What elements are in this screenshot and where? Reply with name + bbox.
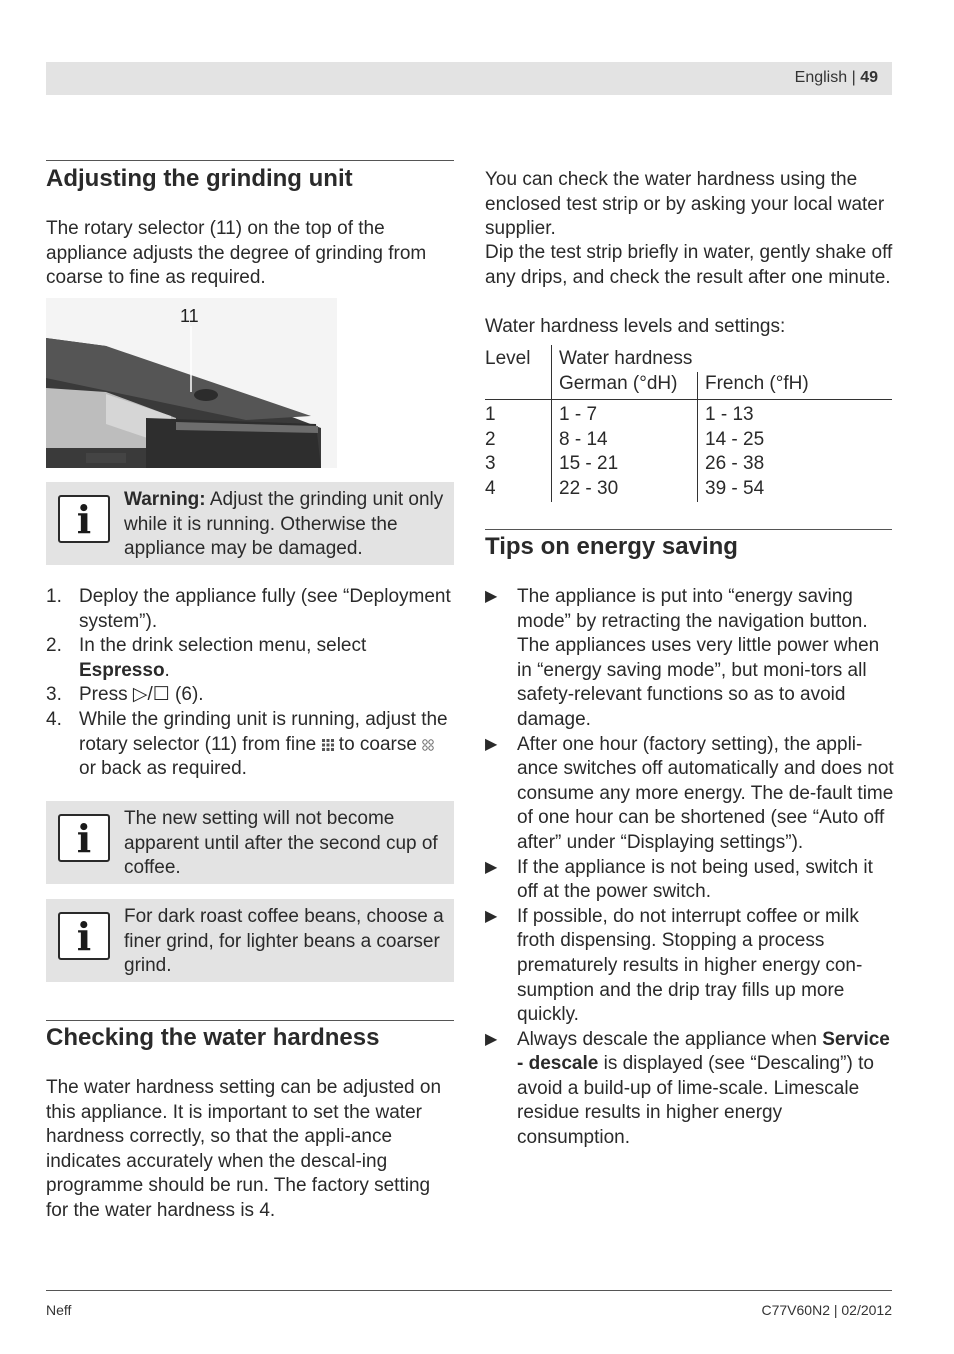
table-row: 3 15 - 21 26 - 38: [485, 452, 892, 477]
info-icon: i: [58, 495, 110, 543]
info-icon: i: [58, 912, 110, 960]
fine-grind-icon: [322, 739, 334, 751]
list-item: 4. While the grinding unit is running, adjust the rotary selector (11) from fine to coarse or back as required.: [46, 708, 448, 780]
page-number: 49: [860, 69, 878, 86]
warning-label: Warning:: [124, 489, 206, 510]
header-water-hardness: Water hardness: [552, 345, 893, 372]
service-descale-message: Service - descale: [517, 1028, 890, 1075]
warning-note: [46, 482, 454, 565]
figure-callout-11: 11: [180, 306, 199, 326]
coarse-grind-icon: [422, 739, 434, 751]
table-row: 2 8 - 14 14 - 25: [485, 428, 892, 453]
section-title-water-hardness: Checking the water hardness: [46, 1024, 380, 1051]
list-item: ▶ After one hour (factory setting), the appli-ance switches off automatically and does not consume any more energy. The de-fault time of one hour can be shortened (see “Auto off after” under “Displaying settings”).: [485, 733, 894, 853]
espresso-menu-item: Espresso: [79, 659, 165, 681]
header-bar: [46, 62, 892, 95]
info-icon: i: [58, 814, 110, 862]
header-page-info: [795, 69, 878, 87]
footer-brand: Neff: [46, 1302, 72, 1318]
water-hardness-text: The water hardness setting can be adjusted on this appliance. It is important to set the water hardness correctly, so that the appli-ance indicates accurately when the descal-ing programme should be run. The factory setting for the water hardness is 4.: [46, 1077, 442, 1221]
bullet-arrow-icon: ▶: [485, 1030, 498, 1048]
table-row: 1 1 - 7 1 - 13: [485, 400, 892, 428]
water-hardness-table: [485, 345, 892, 502]
list-item: ▶ Always descale the appliance when Service - descale is displayed (see “Descaling”) to avoid a build-up of lime-scale. Limescale residue results in higher energy consumption.: [485, 1028, 890, 1149]
table-row: 4 22 - 30 39 - 54: [485, 477, 892, 502]
test-strip-text: Dip the test strip briefly in water, gently shake off any drips, and check the result after one minute.: [485, 242, 893, 288]
bullet-arrow-icon: ▶: [485, 588, 498, 605]
section-divider: [46, 160, 454, 161]
warning-text: [124, 488, 446, 562]
grinding-steps-list: [46, 585, 454, 782]
section-title-grinding: Adjusting the grinding unit: [46, 165, 353, 192]
footer-divider: [46, 1290, 892, 1291]
info-note-setting: [46, 801, 454, 884]
bullet-arrow-icon: ▶: [485, 907, 498, 925]
footer-doc-info: C77V60N2 | 02/2012: [761, 1302, 892, 1318]
header-language: English: [794, 69, 848, 86]
list-item: 1. Deploy the appliance fully (see “Deployment system”).: [46, 586, 451, 632]
header-level: Level: [485, 348, 531, 369]
section-title-energy-saving: Tips on energy saving: [485, 533, 738, 560]
header-german: German (°dH): [552, 372, 698, 400]
grinding-unit-photo: [46, 298, 337, 468]
hardness-levels-intro: Water hardness levels and settings:: [485, 316, 786, 337]
table-header-row: [485, 345, 892, 372]
header-french: French (°fH): [698, 372, 893, 400]
bullet-arrow-icon: ▶: [485, 735, 498, 753]
list-item: ▶ If the appliance is not being used, switch it off at the power switch.: [485, 856, 873, 903]
header-separator: |: [851, 69, 856, 86]
list-item: ▶ If possible, do not interrupt coffee or milk froth dispensing. Stopping a process prematurely results in higher energy con-sumption and the drip tray fills up more quickly.: [485, 905, 863, 1026]
section-divider: [46, 1020, 454, 1021]
list-item: ▶ The appliance is put into “energy saving mode” by retracting the navigation button. The appliances uses very little power when in “energy saving mode”, but moni-tors all safety-relevant functions so as to avoid damage.: [485, 586, 880, 730]
energy-tips-list: [485, 585, 895, 1151]
info-note-text: The new setting will not become apparent until after the second cup of coffee.: [124, 808, 438, 879]
section-divider: [485, 529, 892, 530]
info-note-text: For dark roast coffee beans, choose a finer grind, for lighter beans a coarser grind.: [124, 906, 444, 977]
info-note-roast: [46, 899, 454, 982]
table-subheader-row: [485, 372, 892, 400]
grinding-intro: The rotary selector (11) on the top of the appliance adjusts the degree of grinding from coarse to fine as required.: [46, 218, 427, 289]
bullet-arrow-icon: ▶: [485, 858, 498, 876]
warning-body: Adjust the grinding unit only while it is running. Otherwise the appliance may be damaged.: [124, 489, 444, 560]
list-item: 2. In the drink selection menu, select Espresso.: [46, 635, 367, 681]
hardness-check-text: You can check the water hardness using the enclosed test strip or by asking your local water supplier.: [485, 169, 885, 240]
list-item: 3. Press ▷/☐ (6).: [46, 684, 204, 706]
